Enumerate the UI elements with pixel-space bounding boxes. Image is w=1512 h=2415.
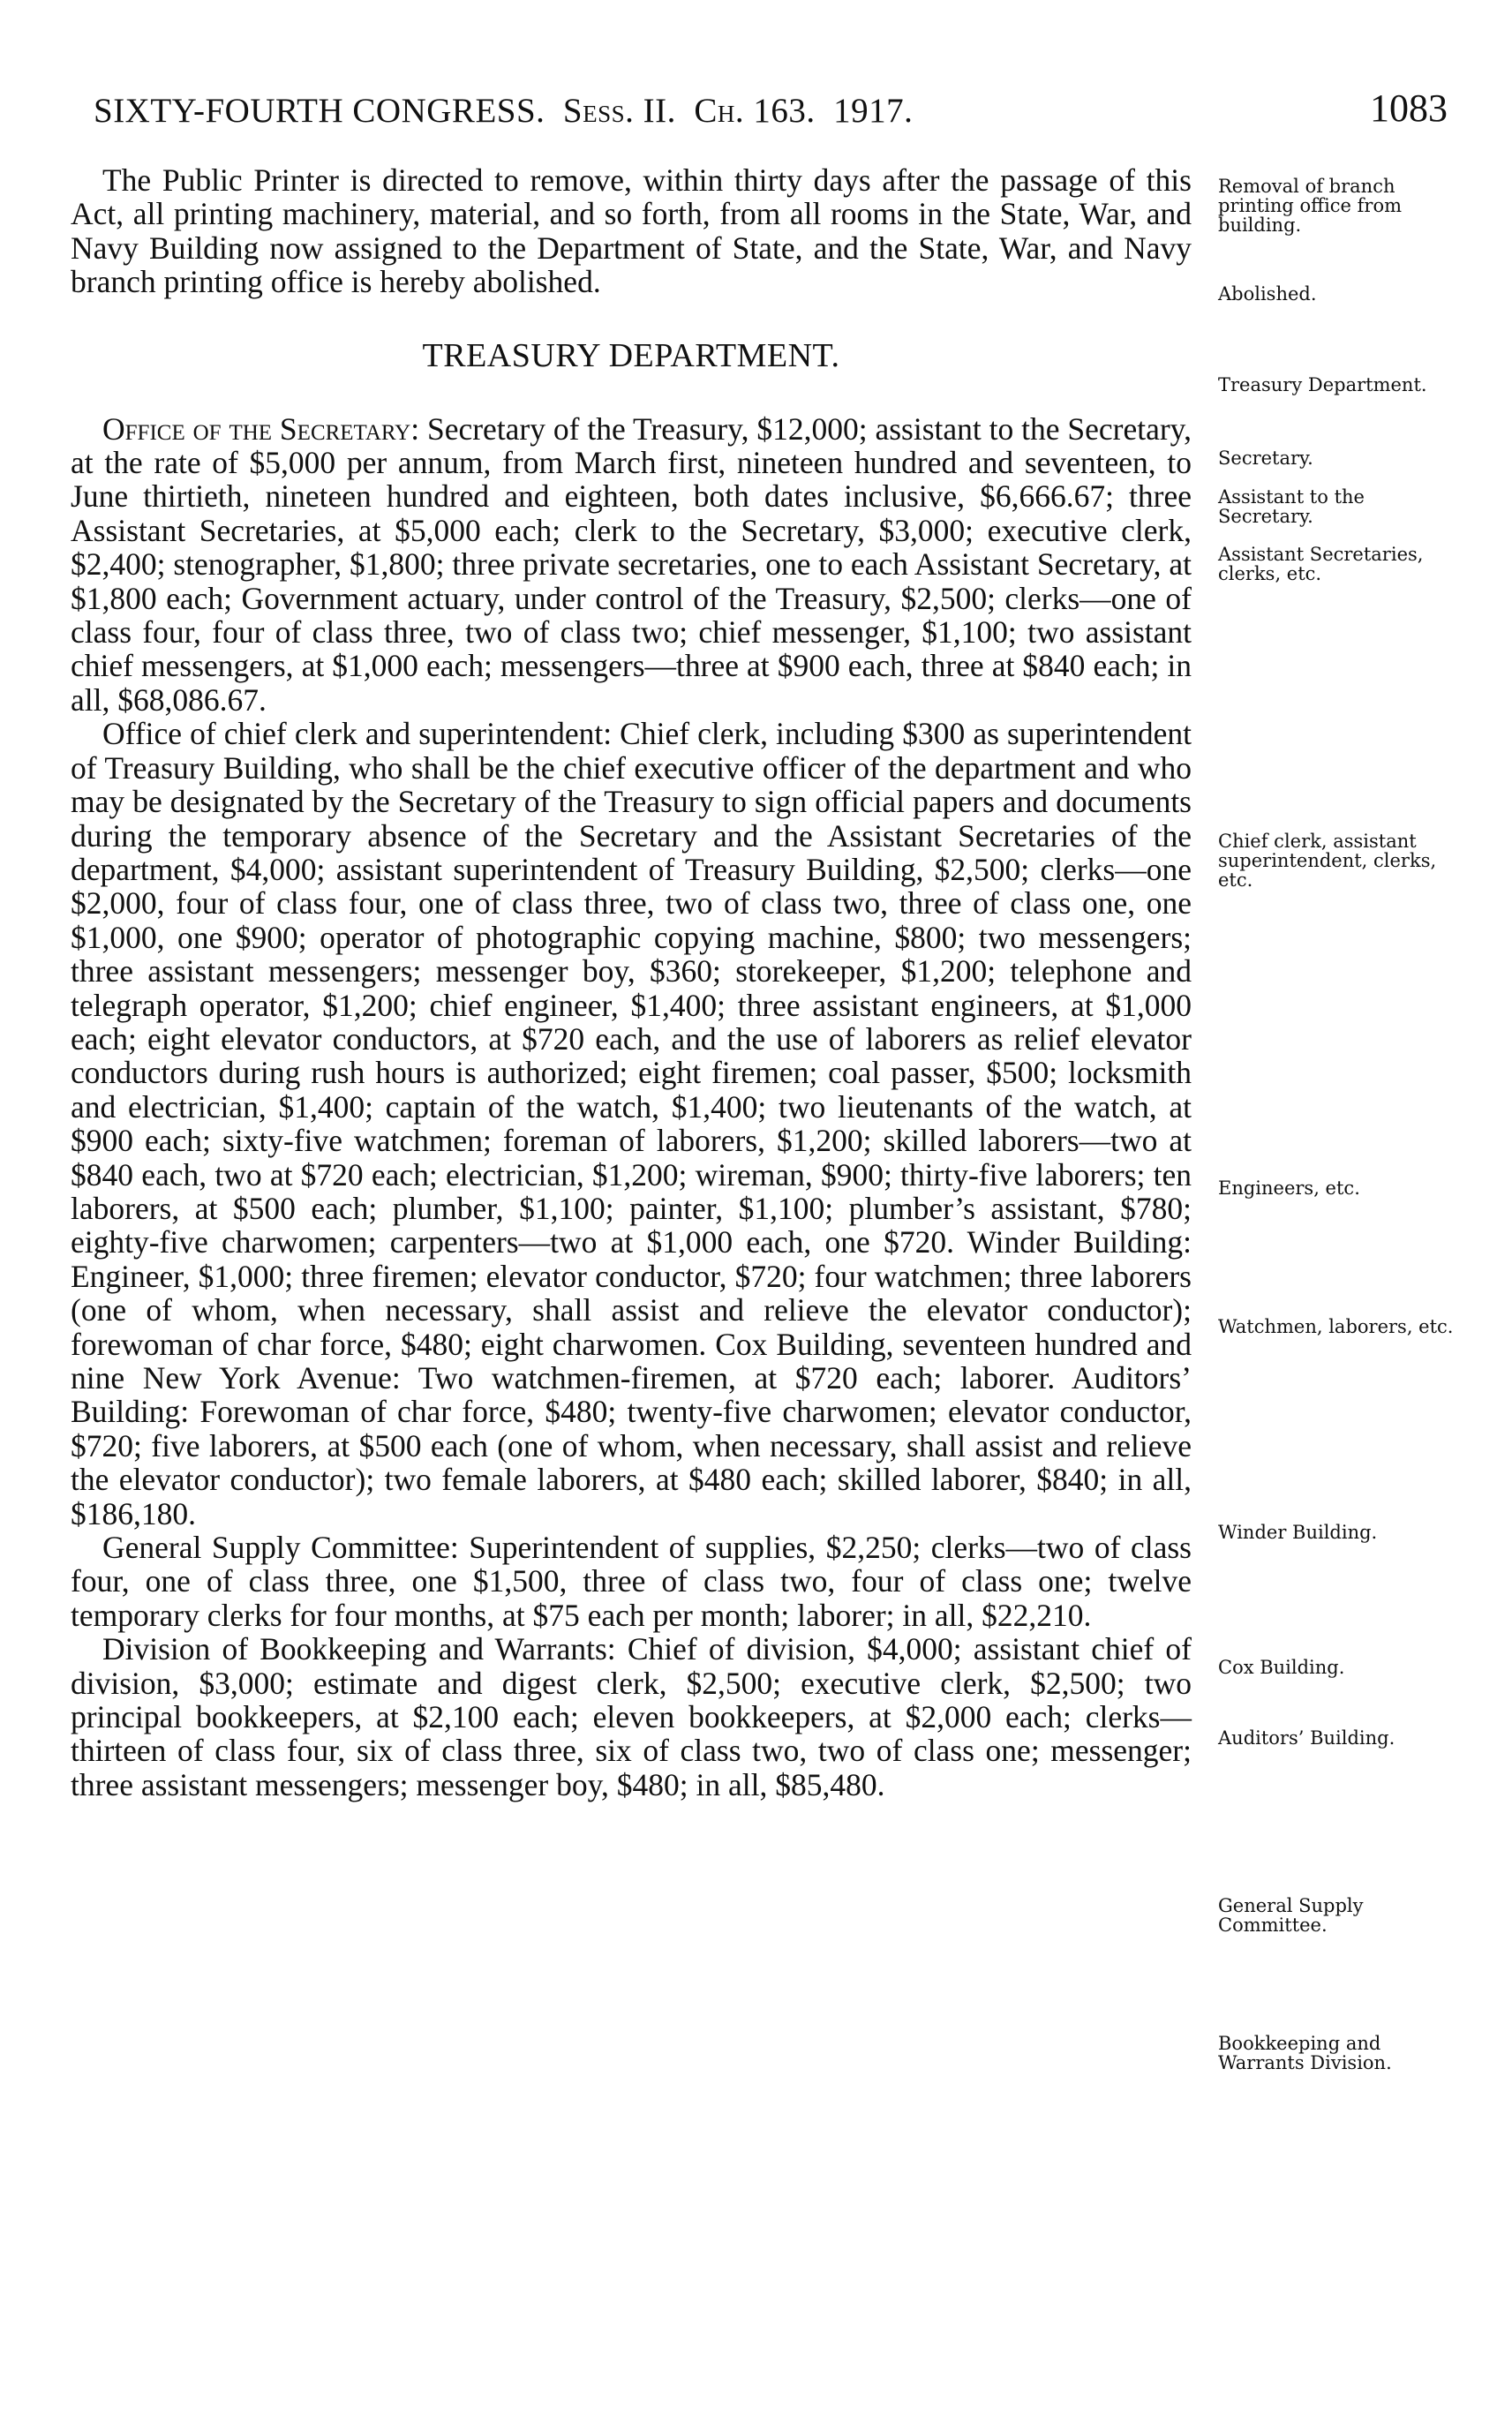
margin-note: Assistant Secretaries, clerks, etc. — [1218, 544, 1424, 584]
margin-note: Secretary. — [1218, 448, 1313, 469]
margin-note: Winder Building. — [1218, 1522, 1378, 1543]
opening-paragraph: The Public Printer is directed to remove, within thirty days after the passage of this Act, all printing machinery, material, and so forth, from all rooms in the State, War, and Navy Building now assigned to the Department of State, and the State, War, and Navy branch printing office is hereby abolished. — [71, 162, 1192, 300]
margin-note: Engineers, etc. — [1218, 1177, 1360, 1199]
paragraph-general-supply: General Supply Committee: Superintendent of supplies, $2,250; clerks—two of class four, one of class three, one $1,500, three of class two, four of class one; twelve temporary clerks for four months, at $75 each per month; laborer; in all, $22,210. — [71, 1530, 1192, 1633]
running-title-chapter: Ch. 163. — [694, 92, 816, 130]
paragraph-lead: Office of the Secretary — [102, 410, 411, 447]
margin-note: Bookkeeping and Warrants Division. — [1218, 2033, 1392, 2073]
margin-note: Abolished. — [1218, 283, 1317, 305]
margin-note: Auditors’ Building. — [1218, 1727, 1395, 1749]
paragraph-office-of-secretary — [71, 412, 1192, 718]
margin-note: Cox Building. — [1218, 1657, 1345, 1678]
running-title — [94, 91, 913, 131]
running-title-year: 1917. — [833, 92, 914, 130]
paragraph-bookkeeping: Division of Bookkeeping and Warrants: Chief of division, $4,000; assistant chief of division, $3,000; estimate and digest clerk, $2,500; executive clerk, $2,500; two principal bookkeepers, at $2,100 each; eleven bookkeepers, at $2,000 each; clerks—thirteen of class four, six of class three, six of class two, two of class one; messenger; three assistant messengers; messenger boy, $480; in all, $85,480. — [71, 1631, 1192, 1802]
page-header — [71, 84, 1448, 137]
margin-note: Assistant to the Secretary. — [1218, 486, 1365, 527]
margin-note: Removal of branch printing office from building. — [1218, 176, 1403, 236]
margin-note: General Supply Committee. — [1218, 1895, 1364, 1936]
paragraph-text: : Secretary of the Treasury, $12,000; assistant to the Secretary, at the rate of $5,000 per annum, from March first, nineteen hundred and seventeen, to June thirtieth, nineteen hundred and eighteen, both dates inclusive, $6,666.67; three Assistant Secretaries, at $5,000 each; clerk to the Secretary, $3,000; executive clerk, $2,400; stenographer, $1,800; three private secretaries, one to each Assistant Secretary, at $1,800 each; Government actuary, under control of the Treasury, $2,500; clerks—one of class four, four of class three, two of class two; chief messenger, $1,100; two assistant chief messengers, at $1,000 each; messengers—three at $900 each, three at $840 each; in all, $68,086.67. — [71, 410, 1192, 718]
margin-note: Watchmen, laborers, etc. — [1218, 1316, 1454, 1337]
paragraph-chief-clerk: Office of chief clerk and superintendent: Chief clerk, including $300 as superintendent of Treasury Building, who shall be the chief executive officer of the department and who may be designated by the Secretary of the Treasury to sign official papers and documents during the temporary absence of the Secretary and the Assistant Secretaries of the department, $4,000; assistant superintendent of Treasury Building, $2,500; clerks—one $2,000, four of class four, one of class three, two of class two, three of class one, one $1,000, one $900; operator of photographic copying machine, $800; two messengers; three assistant messengers; messenger boy, $360; storekeeper, $1,200; telephone and telegraph operator, $1,200; chief engineer, $1,400; three assistant engineers, at $1,000 each; eight elevator conductors, at $720 each, and the use of laborers as relief elevator conductors during rush hours is authorized; eight firemen; coal passer, $500; locksmith and electrician, $1,400; captain of the watch, $1,400; two lieutenants of the watch, at $900 each; sixty-five watchmen; foreman of laborers, $1,200; skilled laborers—two at $840 each, two at $720 each; electrician, $1,200; wireman, $900; thirty-five laborers; ten laborers, at $500 each; plumber, $1,100; painter, $1,100; plumber’s assistant, $780; eighty-five charwomen; carpenters—two at $1,000 each, one $720. Winder Building: Engineer, $1,000; three firemen; elevator conductor, $720; four watchmen; three laborers (one of whom, when necessary, shall assist and relieve the elevator conductor); forewoman of char force, $480; eight charwomen. Cox Building, seventeen hundred and nine New York Avenue: Two watchmen-firemen, at $720 each; laborer. Auditors’ Building: Forewoman of char force, $480; twenty-five charwomen; elevator conductor, $720; five laborers, at $500 each (one of whom, when necessary, shall assist and relieve the elevator conductor); two female laborers, at $480 each; skilled laborer, $840; in all, $186,180. — [71, 716, 1192, 1531]
margin-note: Chief clerk, assistant superintendent, clerks, etc. — [1218, 831, 1437, 891]
running-title-main: SIXTY-FOURTH CONGRESS. — [94, 92, 545, 130]
running-title-session: Sess. II. — [562, 92, 676, 130]
body-text — [71, 163, 1192, 1802]
section-heading: TREASURY DEPARTMENT. — [422, 336, 840, 374]
page-number: 1083 — [1370, 87, 1448, 130]
margin-note: Treasury Department. — [1218, 374, 1427, 395]
